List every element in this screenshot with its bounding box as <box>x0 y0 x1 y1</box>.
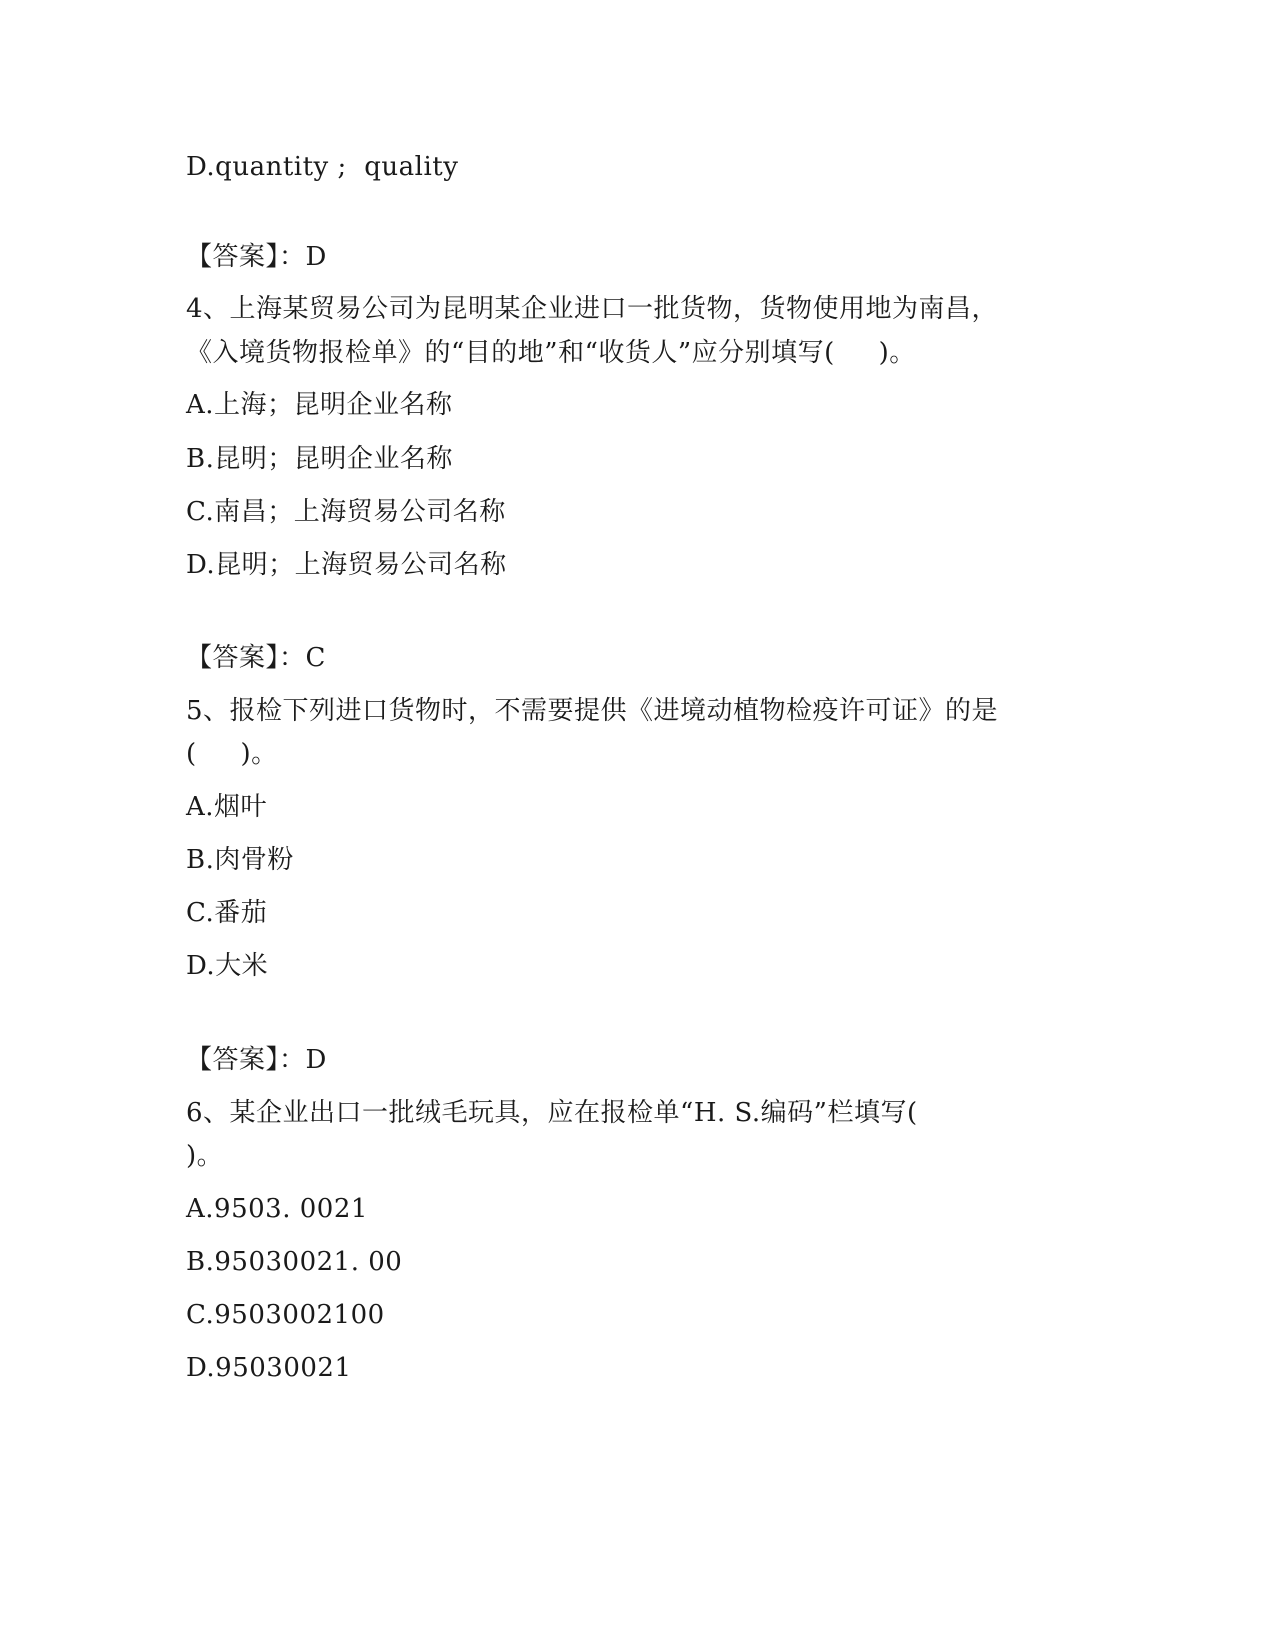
q4-answer: 【答案】：C <box>186 643 326 673</box>
q6-option-a: A.9503. 0021 <box>186 1194 368 1224</box>
q6-option-b: B.95030021. 00 <box>186 1247 403 1277</box>
q6-stem-line1: 6、某企业出口一批绒毛玩具，应在报检单“H. S.编码”栏填写( <box>186 1098 918 1128</box>
q4-option-d: D.昆明；上海贸易公司名称 <box>186 550 507 580</box>
q3-option-d: D.quantity ; quality <box>186 152 459 182</box>
q4-option-b: B.昆明；昆明企业名称 <box>186 444 453 474</box>
q5-stem-line2: ( )。 <box>186 739 278 769</box>
q6-option-d: D.95030021 <box>186 1353 352 1383</box>
q5-answer: 【答案】：D <box>186 1045 327 1075</box>
q5-option-d: D.大米 <box>186 951 269 981</box>
q6-stem-line2: )。 <box>186 1141 224 1171</box>
q5-option-b: B.肉骨粉 <box>186 845 294 875</box>
q4-option-a: A.上海；昆明企业名称 <box>186 390 453 420</box>
q3-answer: 【答案】：D <box>186 242 327 272</box>
q5-option-a: A.烟叶 <box>186 792 268 822</box>
q6-option-c: C.9503002100 <box>186 1300 385 1330</box>
q4-option-c: C.南昌；上海贸易公司名称 <box>186 497 506 527</box>
q5-option-c: C.番茄 <box>186 898 268 928</box>
q5-stem-line1: 5、报检下列进口货物时，不需要提供《进境动植物检疫许可证》的是 <box>186 696 999 726</box>
q4-stem-line1: 4、上海某贸易公司为昆明某企业进口一批货物，货物使用地为南昌， <box>186 294 999 324</box>
q4-stem-line2: 《入境货物报检单》的“目的地”和“收货人”应分别填写( )。 <box>186 338 916 368</box>
